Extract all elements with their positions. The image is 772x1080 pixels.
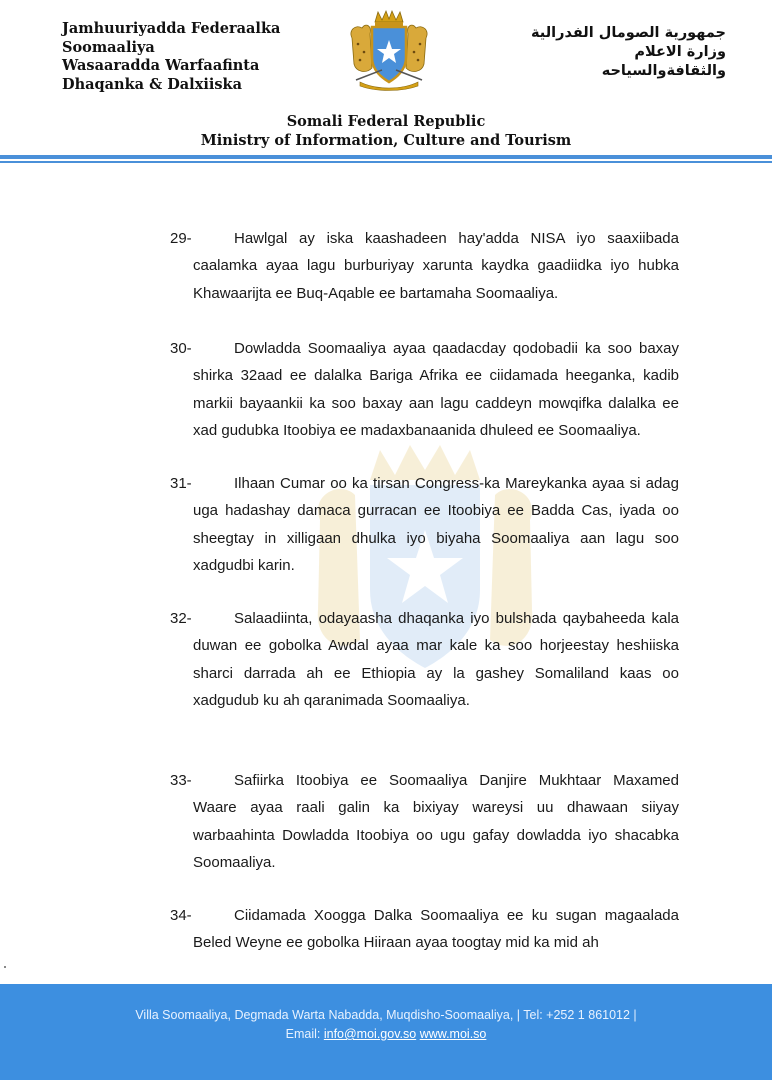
item-text: Ilhaan Cumar oo ka tirsan Congress-ka Mareykanka ayaa si adag uga hadashay damaca gurracan ee Itoobiya ee Badda Cas, iyada oo sheegtay in xilligaan dhulka iyo biyaha Soomaaliya aan lagu soo xadgudbi karin. [193, 475, 679, 575]
item-number: 30- [170, 340, 192, 357]
item-number: 33- [170, 772, 192, 789]
page-footer [0, 984, 772, 1080]
footer-email-link[interactable]: info@moi.gov.so [323, 1027, 417, 1041]
letterhead-somali-title [62, 20, 322, 94]
item-number: 29- [170, 230, 192, 247]
letterhead-somali-line: Jamhuuriyadda Federaalka [62, 20, 281, 37]
letterhead [0, 0, 772, 170]
footer-contact [0, 1027, 772, 1041]
letterhead-somali-line: Dhaqanka & Dalxiiska [62, 75, 242, 93]
scan-speck [4, 966, 6, 968]
header-divider-thick [0, 155, 772, 159]
footer-address: Villa Soomaaliya, Degmada Warta Nabadda, Muqdisho-Soomaaliya, | Tel: +252 1 861012 | [135, 1008, 637, 1022]
item-number: 31- [170, 475, 192, 492]
somali-coat-of-arms-icon [342, 8, 436, 92]
item-text: Ciidamada Xoogga Dalka Soomaaliya ee ku sugan magaalada Beled Weyne ee gobolka Hiiraan ayaa toogtay mid ka mid ah [193, 907, 679, 952]
header-divider-thin [0, 161, 772, 163]
item-text: Dowladda Soomaaliya ayaa qaadacday qodobadii ka soo baxay shirka 32aad ee dalalka Bariga Afrika ee ciidamada heeganka, kadib markii bayaankii ka soo baxay aan lagu caddeyn mowqifka dalalka ee xad gudubka Itoobiya ee madaxbanaanida dhuleed ee Soomaaliya. [193, 340, 679, 440]
letterhead-somali-line: Soomaaliya [62, 38, 155, 56]
footer-website-link[interactable]: www.moi.so [419, 1027, 487, 1041]
footer-email-label: Email: [285, 1027, 321, 1041]
item-text: Safiirka Itoobiya ee Soomaaliya Danjire Mukhtaar Maxamed Waare ayaa raali galin ka bixiyay wareysi uu dhawaan siiyay warbaahinta Dowladda Itoobiya oo ugu gafay dowladda iyo shacabka Soomaaliya. [193, 772, 679, 872]
ministry-name: Ministry of Information, Culture and Tourism [200, 132, 572, 149]
item-text: Hawlgal ay iska kaashadeen hay'adda NISA iyo saaxiibada caalamka ayaa lagu burburiyay xarunta kaydka gaadiidka iyo hubka Khawaarijta ee Buq-Aqable ee bartamaha Soomaaliya. [193, 230, 679, 302]
letterhead-somali-line: Wasaaradda Warfaafinta [62, 57, 260, 74]
letterhead-arabic-line: وزارة الاعلام [634, 44, 726, 60]
letterhead-arabic-line: جمهورية الصومال الفدرالية [530, 25, 726, 41]
letterhead-arabic-title [466, 24, 726, 81]
item-number: 32- [170, 610, 192, 627]
item-text: Salaadiinta, odayaasha dhaqanka iyo bulshada qaybaheeda kala duwan ee gobolka Awdal ayaa mar kale ka soo horjeestay heshiiska sharci darrada ah ee Ethiopia ay la gashey Somaliland kaas oo xadgudub ku ah qaranimada Soomaaliya. [193, 610, 679, 710]
letterhead-english-title [0, 112, 772, 150]
item-number: 34- [170, 907, 192, 924]
letterhead-arabic-line: والثقافةوالسياحه [601, 63, 726, 79]
republic-name: Somali Federal Republic [286, 113, 486, 130]
